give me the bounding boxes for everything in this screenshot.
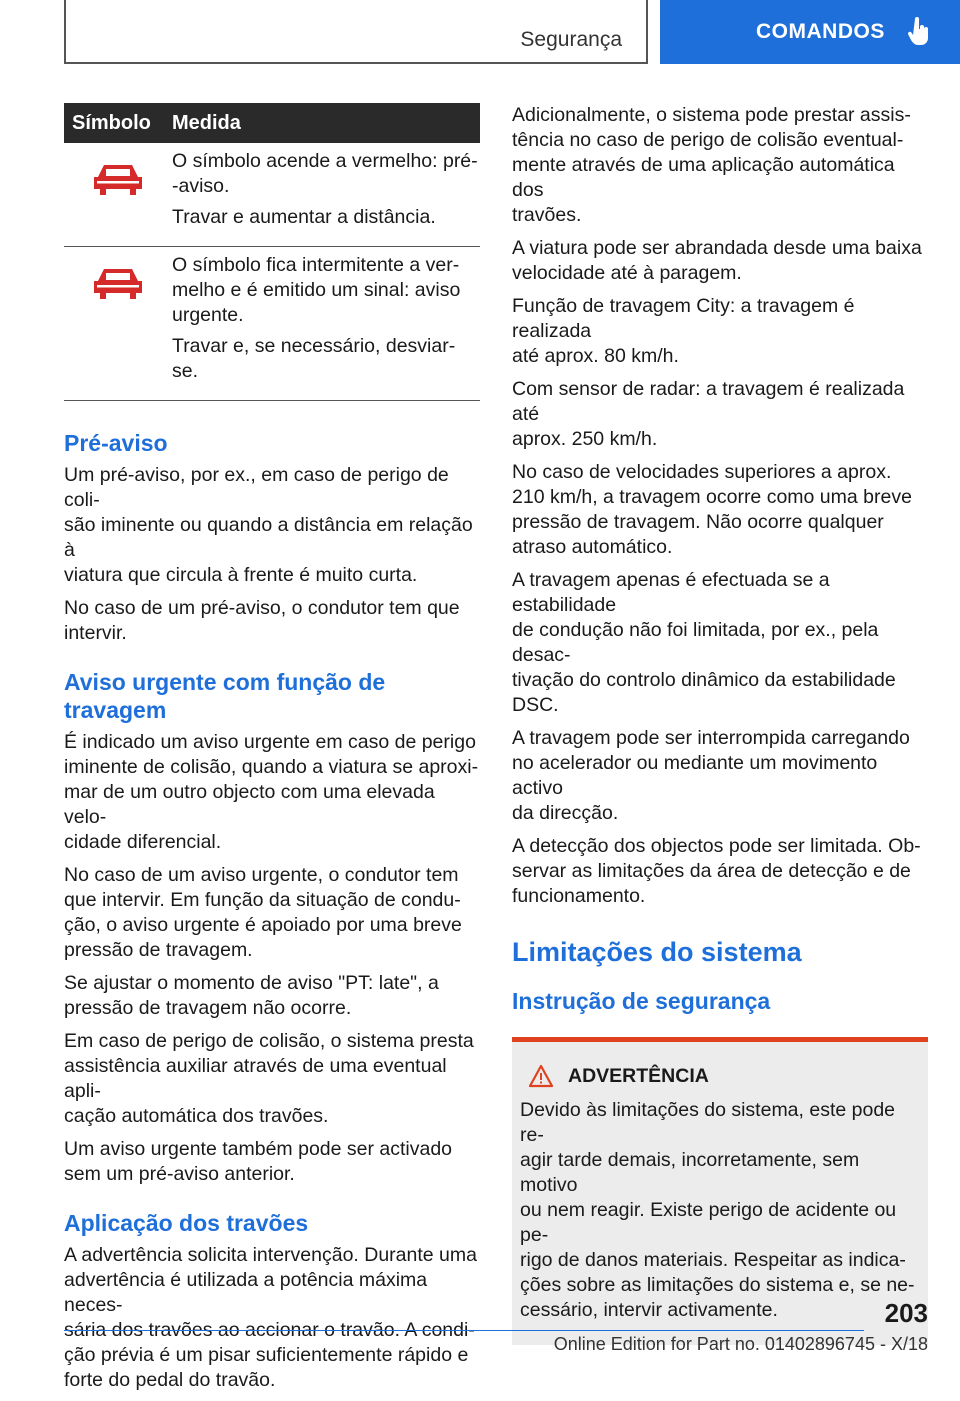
- paragraph: A travagem apenas é efectuada se a estabilidade de condução não foi limitada, por ex., pela desac- tivação do controlo dinâmico da estabilidade DSC.: [512, 569, 896, 716]
- section-heading: Aplicação dos travões: [64, 1210, 309, 1236]
- paragraph: No caso de velocidades superiores a aprox. 210 km/h, a travagem ocorre como uma breve pressão de travagem. Não ocorre qualquer atraso automático.: [512, 461, 912, 558]
- right-column: [512, 103, 928, 1345]
- paragraph: É indicado um aviso urgente em caso de perigo iminente de colisão, quando a viatura se aproxi- mar de um outro objecto com uma elevada velo- cidade diferencial.: [64, 731, 479, 853]
- paragraph: A travagem pode ser interrompida carregando no acelerador ou mediante um movimento activo da direcção.: [512, 727, 910, 824]
- header-section-box: [64, 0, 648, 64]
- hand-pointer-icon: [907, 17, 931, 47]
- table-text: Travar e aumentar a distância.: [172, 206, 436, 228]
- warning-text: Devido às limitações do sistema, este pode re- agir tarde demais, incorretamente, sem motivo ou nem reagir. Existe perigo de acidente ou pe- rigo de danos materiais. Respeitar as indica- ções sobre as limitações do sistema e, se ne- cessário, intervir activamente.: [520, 1099, 915, 1321]
- page-number: 203: [884, 1298, 928, 1328]
- symbol-column-header: Símbolo: [64, 103, 172, 143]
- table-text: O símbolo fica intermitente a ver- melho e é emitido um sinal: aviso urgente.: [172, 254, 461, 326]
- table-row: [64, 247, 480, 401]
- header-chapter-title: COMANDOS: [756, 20, 885, 43]
- section-heading: Pré-aviso: [64, 430, 168, 456]
- warning-triangle-icon: [528, 1064, 554, 1088]
- table-text: Travar e, se necessário, desviar-se.: [172, 335, 456, 382]
- paragraph: Um aviso urgente também pode ser activado sem um pré-aviso anterior.: [64, 1138, 453, 1185]
- paragraph: A viatura pode ser abrandada desde uma baixa velocidade até à paragem.: [512, 237, 922, 284]
- table-row: [64, 143, 480, 247]
- paragraph: Função de travagem City: a travagem é realizada até aprox. 80 km/h.: [512, 295, 855, 367]
- section-heading: Aviso urgente com função de travagem: [64, 669, 386, 723]
- paragraph: No caso de um aviso urgente, o condutor tem que intervir. Em função da situação de condu- ção, o aviso urgente é apoiado por uma breve pressão de travagem.: [64, 864, 462, 961]
- warning-title: ADVERTÊNCIA: [568, 1064, 709, 1087]
- paragraph: Um pré-aviso, por ex., em caso de perigo de coli- são iminente ou quando a distância em relação à viatura que circula à frente é muito curta.: [64, 464, 473, 586]
- paragraph: Em caso de perigo de colisão, o sistema presta assistência auxiliar através de uma eventual apli- cação automática dos travões.: [64, 1030, 474, 1127]
- paragraph: No caso de um pré-aviso, o condutor tem que intervir.: [64, 597, 460, 644]
- paragraph: A detecção dos objectos pode ser limitada. Ob- servar as limitações da área de detecção e de funcionamento.: [512, 835, 921, 907]
- car-collision-warning-icon: [88, 159, 148, 199]
- header-chapter-tab[interactable]: [660, 0, 960, 64]
- safety-subheading: Instrução de segurança: [512, 988, 771, 1014]
- paragraph: A advertência solicita intervenção. Durante uma advertência é utilizada a potência máxima neces- sária dos travões ao accionar o travão. A condi- ção prévia é um pisar suficientemente rápido e forte do pedal do travão.: [64, 1244, 477, 1391]
- symbol-table: [64, 103, 480, 401]
- paragraph: Com sensor de radar: a travagem é realizada até aprox. 250 km/h.: [512, 378, 905, 450]
- paragraph: Se ajustar o momento de aviso "PT: late", a pressão de travagem não ocorre.: [64, 972, 439, 1019]
- limitations-heading: Limitações do sistema: [512, 937, 802, 967]
- car-collision-warning-flashing-icon: [88, 263, 148, 303]
- measure-column-header: Medida: [172, 103, 480, 143]
- warning-box: [512, 1037, 928, 1345]
- footer-divider: [64, 1330, 864, 1331]
- table-text: O símbolo acende a vermelho: pré- -aviso.: [172, 150, 478, 197]
- paragraph: Adicionalmente, o sistema pode prestar assis- tência no caso de perigo de colisão eventual- mente através de uma aplicação automática dos travões.: [512, 104, 911, 226]
- footer-edition: Online Edition for Part no. 01402896745 - X/18: [553, 1334, 928, 1354]
- header-section-title: Segurança: [520, 28, 622, 51]
- left-column: [64, 103, 480, 1401]
